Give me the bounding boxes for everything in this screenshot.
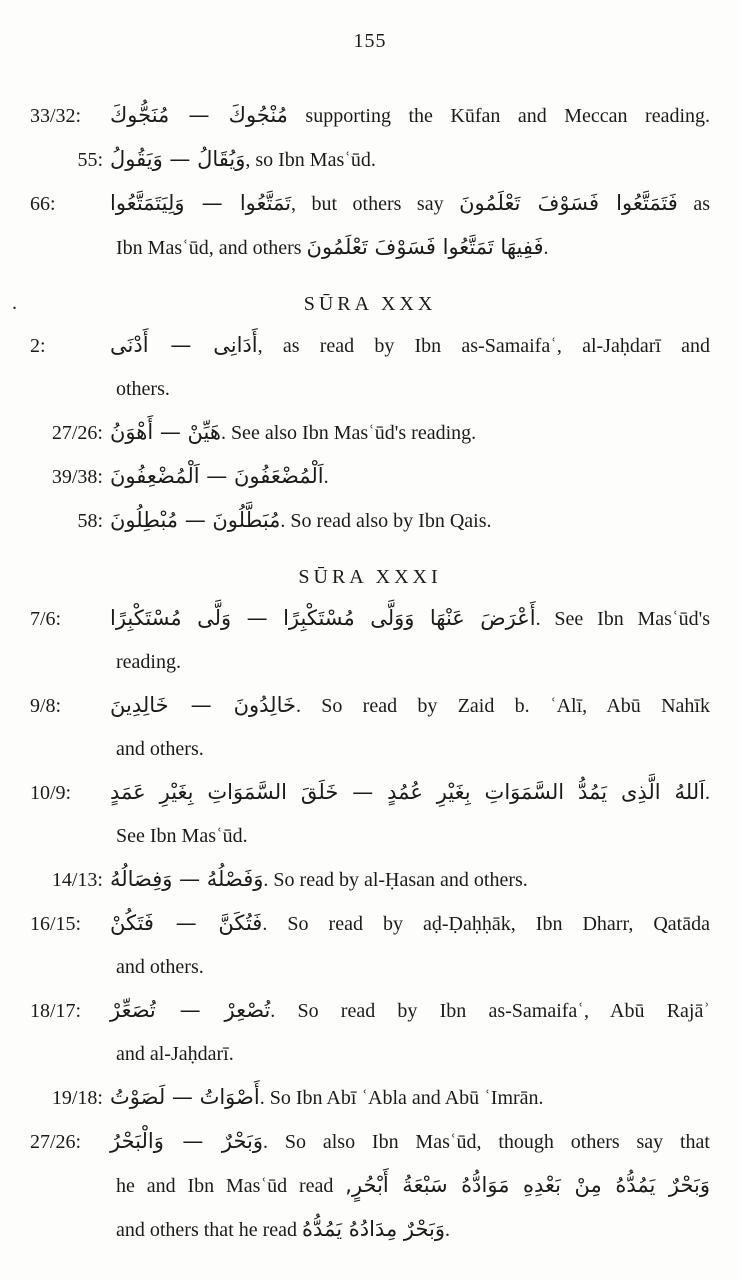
verse-label: 2: <box>30 335 46 357</box>
continuation-line <box>30 368 710 411</box>
arabic-phrase: اَللهُ الَّذِى يَمُدُّ السَّمَوَاتِ بِغَيْرِ عُمُدٍ — خَلَقَ السَّمَوَاتِ بِغَيْرِ عَمَدٍ <box>110 780 705 804</box>
english-text: and others that he read <box>116 1219 303 1241</box>
entry-line <box>30 858 710 902</box>
verse-label: 58: <box>77 510 103 532</box>
english-text: , so Ibn Masʿūd. <box>245 149 376 171</box>
verse-label: 9/8: <box>30 695 62 717</box>
verse-label: 16/15: <box>30 913 82 935</box>
arabic-phrase: فَتُكَنَّ — فَتَكُنْ <box>110 911 263 935</box>
entry-line <box>30 902 710 946</box>
arabic-phrase: مُبَطَّلُونَ — مُبْطِلُونَ <box>110 508 281 532</box>
arabic-phrase: مُنْجُوكَ — مُنَجُّوكَ <box>110 103 288 127</box>
entry-line <box>30 1120 710 1164</box>
continuation-line <box>30 226 710 270</box>
entry-line <box>30 597 710 641</box>
english-text: . So read by Ibn as-Samaifaʿ, Abū Rajāʾ <box>270 1000 711 1022</box>
english-text: and others. <box>116 738 204 760</box>
arabic-phrase: أَصْوَاتُ — لَصَوْتُ <box>110 1085 260 1109</box>
arabic-phrase: خَالِدُونَ — خَالِدِينَ <box>110 693 296 717</box>
continuation-line <box>30 946 710 989</box>
entry-line <box>30 455 710 499</box>
entry-line <box>30 94 710 138</box>
verse-label: 10/9: <box>30 782 72 804</box>
section-heading-sura-xxxi: SŪRA XXXI <box>298 566 442 588</box>
english-text: , but others say <box>291 193 460 215</box>
english-text: See Ibn Masʿūd. <box>116 825 248 847</box>
arabic-phrase: اَلْمُضْعَفُونَ — اَلْمُضْعِفُونَ <box>110 464 324 488</box>
entry-line <box>30 771 710 815</box>
english-text: . <box>445 1219 450 1241</box>
verse-label: 7/6: <box>30 608 62 630</box>
continuation-line <box>30 815 710 858</box>
verse-label: 66: <box>30 193 56 215</box>
english-text: . See also Ibn Masʿūd's reading. <box>220 422 477 444</box>
entry-line <box>30 684 710 728</box>
arabic-phrase: وَيُقَالُ — وَيَقُولُ <box>110 147 246 171</box>
entry-line <box>30 182 710 226</box>
continuation-line <box>30 1033 710 1076</box>
entry-line <box>30 324 710 368</box>
english-text: supporting the Kūfan and Meccan reading. <box>287 105 710 127</box>
verse-label: 19/18: <box>51 1087 103 1109</box>
verse-label: 39/38: <box>51 466 103 488</box>
stray-mark: . <box>12 292 17 314</box>
english-text: Ibn Masʿūd, and others <box>116 237 307 259</box>
verse-label: 14/13: <box>51 869 103 891</box>
entry-line <box>30 499 710 543</box>
entry-line <box>30 989 710 1033</box>
english-text: and al-Jaḥdarī. <box>116 1043 234 1065</box>
arabic-phrase: وَفَصْلُهُ — وَفِصَالُهُ <box>110 867 264 891</box>
english-text: he and Ibn Masʿūd read <box>116 1175 346 1197</box>
arabic-phrase: أَعْرَضَ عَنْهَا وَوَلَّى مُسْتَكْبِرًا — وَلَّى مُسْتَكْبِرًا <box>110 606 536 630</box>
arabic-phrase: هَيِّنْ — أَهْوَنُ <box>110 420 221 444</box>
entry-line <box>30 411 710 455</box>
verse-label: 27/26: <box>51 422 103 444</box>
continuation-line <box>30 1164 710 1208</box>
entry-line <box>30 138 710 182</box>
verse-label: 18/17: <box>30 1000 82 1022</box>
page-number: 155 <box>353 30 387 52</box>
english-text: , as read by Ibn as-Samaifaʿ, al-Jaḥdarī and <box>257 335 710 357</box>
english-text: . See Ibn Masʿūd's <box>535 608 711 630</box>
english-text: . So Ibn Abī ʿAbla and Abū ʿImrān. <box>259 1087 544 1109</box>
english-text: . So read also by Ibn Qais. <box>280 510 492 532</box>
english-text: . So also Ibn Masʿūd, though others say that <box>263 1131 710 1153</box>
section-heading-sura-xxx: SŪRA XXX <box>303 293 437 315</box>
english-text: . So read by Zaid b. ʿAlī, Abū Nahīk <box>295 695 710 717</box>
verse-label: 33/32: <box>30 105 82 127</box>
arabic-phrase: فَفِيهَا تَمَتَّعُوا فَسَوْفَ تَعْلَمُونَ <box>306 235 544 259</box>
english-text: reading. <box>116 651 181 673</box>
arabic-phrase: وَبَحْرٌ مِدَادُهُ يَمُدُّهُ <box>302 1217 445 1241</box>
arabic-phrase: تَمَتَّعُوا — وَلِيَتَمَتَّعُوا <box>110 191 291 215</box>
english-text: as <box>677 193 711 215</box>
english-text: others. <box>116 378 170 400</box>
entry-line <box>30 1076 710 1120</box>
arabic-phrase: فَتَمَتَّعُوا فَسَوْفَ تَعْلَمُونَ <box>459 191 678 215</box>
arabic-phrase: أَدَانِى — أَدْنَى <box>110 333 258 357</box>
arabic-phrase: وَبَحْرٌ يَمُدُّهُ مِنْ بَعْدِهِ مَوَادُّهُ سَبْعَةُ أَبْحُرٍ, <box>345 1173 710 1197</box>
english-text: . <box>323 466 329 488</box>
english-text: . <box>705 782 710 804</box>
verse-label: 55: <box>77 149 103 171</box>
continuation-line <box>30 641 710 684</box>
english-text: and others. <box>116 956 204 978</box>
arabic-phrase: وَبَحْرٌ — وَالْبَحْرُ <box>110 1129 264 1153</box>
continuation-line <box>30 728 710 771</box>
verse-label: 27/26: <box>30 1131 82 1153</box>
arabic-phrase: تُصْعِرْ — تُصَعِّرْ <box>110 998 271 1022</box>
english-text: . So read by aḍ-Ḍaḥḥāk, Ibn Dharr, Qatāda <box>262 913 710 935</box>
continuation-line <box>30 1208 710 1252</box>
english-text: . <box>543 237 549 259</box>
english-text: . So read by al-Ḥasan and others. <box>263 869 528 891</box>
